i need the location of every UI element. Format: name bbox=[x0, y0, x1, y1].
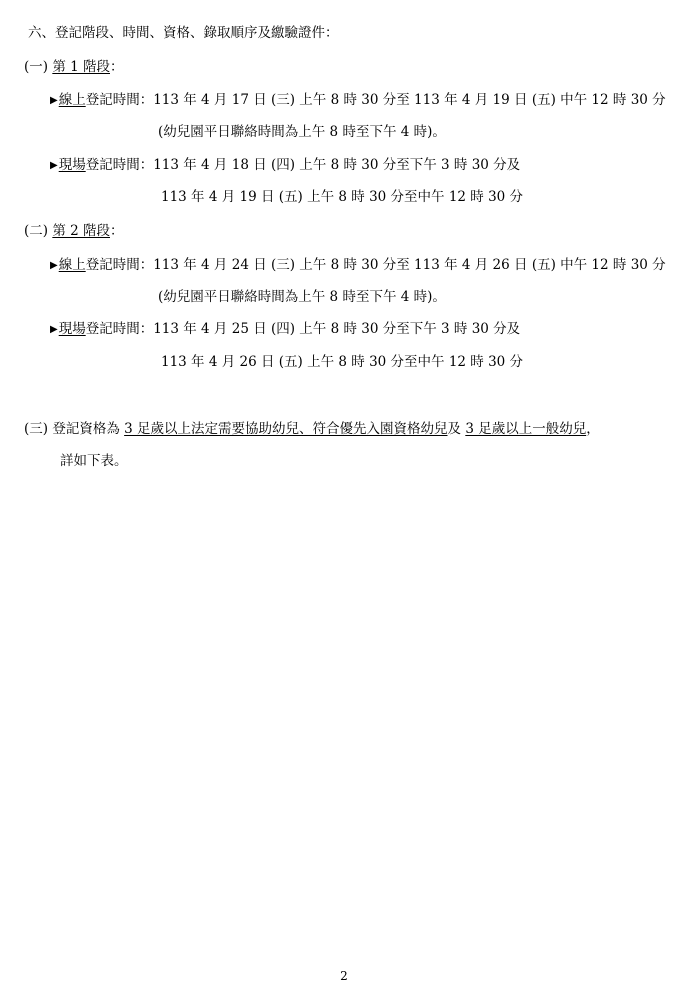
stage1-online-note: (幼兒園平日聯絡時間為上午 8 時至下午 4 時)。 bbox=[158, 124, 446, 140]
registration-time-label: 登記時間： bbox=[85, 157, 154, 173]
registration-time-label: 登記時間： bbox=[85, 321, 154, 337]
eligibility-underline-1: 3 足歲以上法定需要協助幼兒、符合優先入園資格幼兒 bbox=[124, 421, 448, 437]
onsite-label: 現場 bbox=[58, 321, 86, 337]
triangle-marker-icon: ▶ bbox=[50, 95, 58, 106]
registration-time-label: 登記時間： bbox=[85, 257, 154, 273]
stage2-suffix: ： bbox=[110, 223, 124, 239]
stage2-onsite-line bbox=[50, 320, 520, 339]
eligibility-mid: 及 bbox=[447, 421, 466, 437]
stage2-online-time: 113 年 4 月 24 日 (三) 上午 8 時 30 分至 113 年 4 月 26 日 (五) 中午 12 時 30 分 bbox=[153, 257, 666, 273]
registration-time-label: 登記時間： bbox=[85, 92, 154, 108]
stage1-online-line bbox=[50, 91, 666, 110]
stage1-title: 第 1 階段 bbox=[52, 59, 110, 75]
stage1-onsite-time1: 113 年 4 月 18 日 (四) 上午 8 時 30 分至下午 3 時 30 分及 bbox=[153, 157, 521, 173]
stage1-prefix: (一) bbox=[24, 59, 53, 75]
stage2-online-note: (幼兒園平日聯絡時間為上午 8 時至下午 4 時)。 bbox=[158, 289, 446, 305]
page-number: 2 bbox=[340, 969, 348, 983]
eligibility-line-2: 詳如下表。 bbox=[60, 453, 128, 469]
eligibility-prefix: (三) 登記資格為 bbox=[24, 421, 125, 437]
online-label: 線上 bbox=[58, 92, 86, 108]
stage2-onsite-time2: 113 年 4 月 26 日 (五) 上午 8 時 30 分至中午 12 時 30 分 bbox=[161, 354, 524, 370]
stage1-onsite-line bbox=[50, 156, 520, 175]
triangle-marker-icon: ▶ bbox=[50, 160, 58, 171]
stage1-suffix: ： bbox=[110, 59, 124, 75]
stage2-title: 第 2 階段 bbox=[52, 223, 110, 239]
stage1-online-time: 113 年 4 月 17 日 (三) 上午 8 時 30 分至 113 年 4 月 19 日 (五) 中午 12 時 30 分 bbox=[153, 92, 666, 108]
stage1-onsite-time2: 113 年 4 月 19 日 (五) 上午 8 時 30 分至中午 12 時 30 分 bbox=[161, 189, 524, 205]
online-label: 線上 bbox=[58, 257, 86, 273]
stage2-heading bbox=[24, 222, 124, 240]
stage1-heading bbox=[24, 58, 124, 76]
triangle-marker-icon: ▶ bbox=[50, 260, 58, 271]
section-heading: 六、登記階段、時間、資格、錄取順序及繳驗證件： bbox=[28, 25, 339, 41]
eligibility-line bbox=[24, 420, 600, 438]
stage2-prefix: (二) bbox=[24, 223, 53, 239]
onsite-label: 現場 bbox=[58, 157, 86, 173]
stage2-onsite-time1: 113 年 4 月 25 日 (四) 上午 8 時 30 分至下午 3 時 30 分及 bbox=[153, 321, 521, 337]
eligibility-end: ， bbox=[586, 421, 600, 437]
stage2-online-line bbox=[50, 256, 666, 275]
triangle-marker-icon: ▶ bbox=[50, 324, 58, 335]
eligibility-underline-2: 3 足歲以上一般幼兒 bbox=[465, 421, 587, 437]
